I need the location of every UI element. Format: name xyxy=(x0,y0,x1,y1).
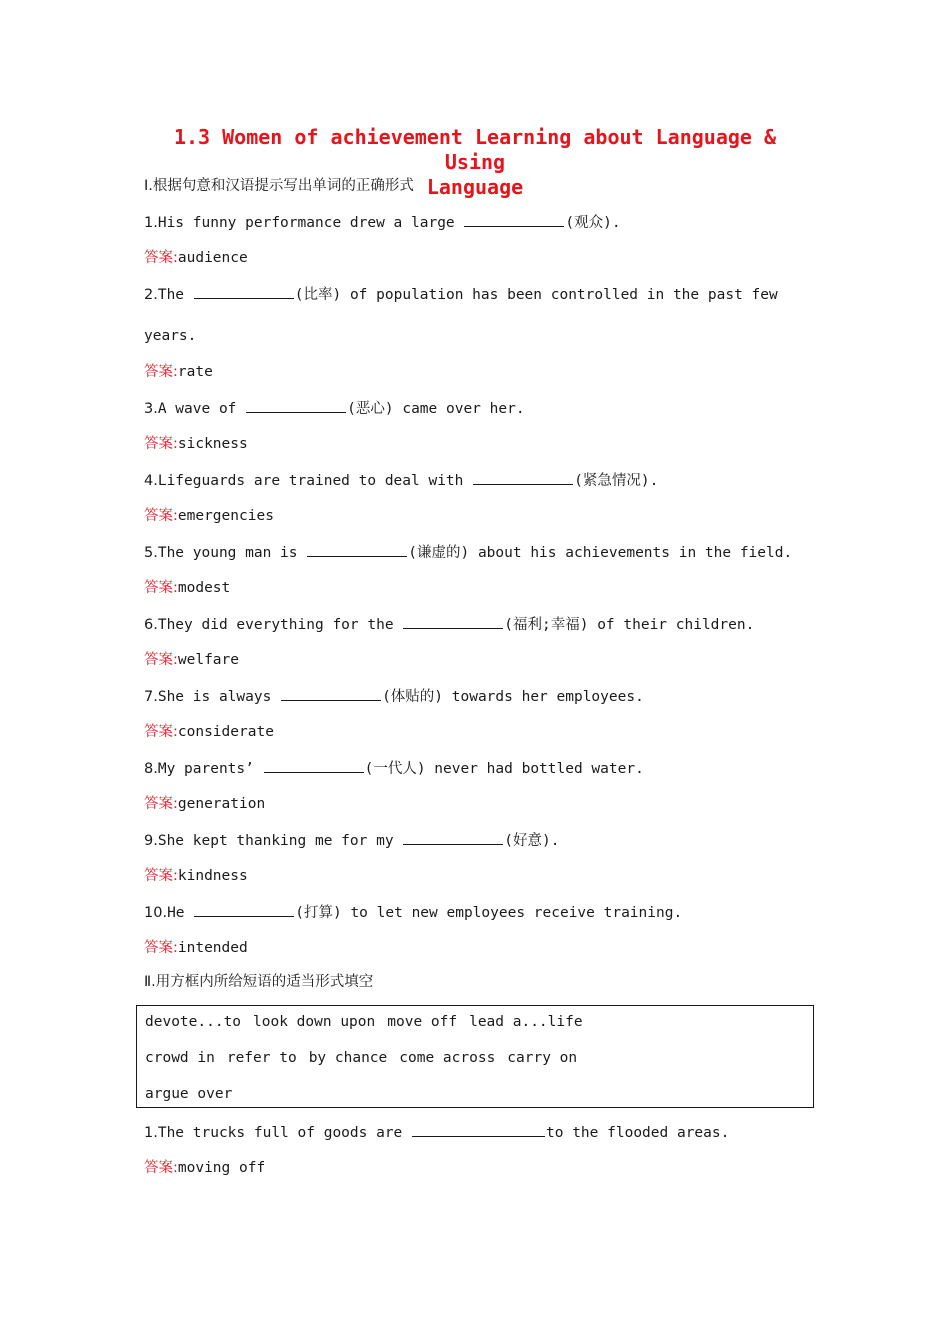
phrase-option: move off xyxy=(387,1014,458,1030)
answer-line xyxy=(144,650,239,670)
question-text: The trucks full of goods are xyxy=(157,1125,412,1141)
question-number: 6. xyxy=(144,617,158,633)
question-hint: (好意). xyxy=(504,833,560,849)
phrase-option: lead a...life xyxy=(469,1014,583,1030)
phrase-row-2 xyxy=(145,1048,577,1068)
answer-text: emergencies xyxy=(177,508,274,524)
question-number: 1. xyxy=(144,1125,158,1141)
question-continuation: years. xyxy=(144,328,197,344)
section-1-heading: Ⅰ.根据句意和汉语提示写出单词的正确形式 xyxy=(144,178,414,194)
title-line-2: Language xyxy=(426,175,524,199)
question-line xyxy=(144,686,644,707)
answer-label: 答案: xyxy=(144,868,178,884)
phrase-option: crowd in xyxy=(145,1050,215,1066)
question-text: They did everything for the xyxy=(157,617,403,633)
question-hint: (谦虚的) about his achievements in the field. xyxy=(408,545,793,561)
answer-line xyxy=(144,362,213,382)
answer-text: considerate xyxy=(177,724,274,740)
question-hint: (恶心) came over her. xyxy=(347,401,525,417)
question-text: A wave of xyxy=(157,401,246,417)
question-number: 9. xyxy=(144,833,158,849)
question-line xyxy=(144,470,658,491)
answer-label: 答案: xyxy=(144,1160,178,1176)
question-hint: (紧急情况). xyxy=(574,473,659,489)
question-hint: (福利;幸福) of their children. xyxy=(504,617,755,633)
question-text: His funny performance drew a large xyxy=(157,215,464,231)
answer-line xyxy=(144,938,248,958)
answer-text: intended xyxy=(177,940,248,956)
title-line-1: 1.3 Women of achievement Learning about Language & Using xyxy=(173,125,777,174)
question-line xyxy=(144,284,778,305)
answer-blank[interactable] xyxy=(264,758,364,773)
question-text: He xyxy=(167,905,194,921)
answer-label: 答案: xyxy=(144,364,178,380)
question-number: 10. xyxy=(144,905,168,921)
answer-blank[interactable] xyxy=(464,212,564,227)
answer-label: 答案: xyxy=(144,724,178,740)
question-hint: (比率) of population has been controlled in the past few xyxy=(294,287,778,303)
answer-label: 答案: xyxy=(144,436,178,452)
answer-text: moving off xyxy=(177,1160,266,1176)
answer-blank[interactable] xyxy=(194,902,294,917)
answer-line xyxy=(144,722,274,742)
answer-blank[interactable] xyxy=(403,614,503,629)
answer-blank[interactable] xyxy=(403,830,503,845)
question-text: The xyxy=(157,287,193,303)
answer-label: 答案: xyxy=(144,250,178,266)
answer-text: modest xyxy=(177,580,231,596)
question-text: Lifeguards are trained to deal with xyxy=(157,473,473,489)
answer-blank[interactable] xyxy=(473,470,573,485)
answer-label: 答案: xyxy=(144,796,178,812)
question-text: My parents’ xyxy=(157,761,263,777)
answer-blank[interactable] xyxy=(412,1122,545,1137)
phrase-option: refer to xyxy=(226,1050,297,1066)
question-text: The young man is xyxy=(157,545,307,561)
question-number: 2. xyxy=(144,287,158,303)
phrase-option: look down upon xyxy=(253,1014,376,1030)
answer-line xyxy=(144,578,230,598)
question-line xyxy=(144,902,682,923)
question-hint: (体贴的) towards her employees. xyxy=(382,689,644,705)
question-line xyxy=(144,1122,729,1143)
answer-line xyxy=(144,248,248,268)
phrase-option: come across xyxy=(399,1050,496,1066)
answer-line xyxy=(144,1158,265,1178)
answer-text: generation xyxy=(177,796,266,812)
question-line xyxy=(144,614,754,635)
answer-text: welfare xyxy=(177,652,239,668)
answer-text: rate xyxy=(177,364,213,380)
question-number: 4. xyxy=(144,473,158,489)
answer-line xyxy=(144,794,265,814)
question-text: She is always xyxy=(157,689,281,705)
answer-label: 答案: xyxy=(144,940,178,956)
phrase-option: carry on xyxy=(507,1050,578,1066)
question-number: 8. xyxy=(144,761,158,777)
answer-blank[interactable] xyxy=(281,686,381,701)
section-2-heading: Ⅱ.用方框内所给短语的适当形式填空 xyxy=(144,974,374,990)
answer-line xyxy=(144,434,248,454)
phrase-row-1 xyxy=(145,1012,583,1032)
answer-line xyxy=(144,506,274,526)
question-hint: (一代人) never had bottled water. xyxy=(364,761,644,777)
answer-label: 答案: xyxy=(144,580,178,596)
answer-text: kindness xyxy=(177,868,248,884)
answer-blank[interactable] xyxy=(307,542,407,557)
question-hint: (观众). xyxy=(565,215,621,231)
question-line xyxy=(144,758,644,779)
answer-blank[interactable] xyxy=(246,398,346,413)
phrase-option: devote...to xyxy=(145,1014,242,1030)
answer-line xyxy=(144,866,248,886)
question-line xyxy=(144,542,792,563)
phrase-option: by chance xyxy=(308,1050,388,1066)
phrase-option: argue over xyxy=(145,1086,233,1102)
question-number: 3. xyxy=(144,401,158,417)
question-number: 5. xyxy=(144,545,158,561)
question-number: 1. xyxy=(144,215,158,231)
question-hint: to the flooded areas. xyxy=(546,1125,730,1141)
answer-blank[interactable] xyxy=(194,284,294,299)
question-line xyxy=(144,830,559,851)
phrase-row-3 xyxy=(145,1084,232,1104)
question-hint: (打算) to let new employees receive training. xyxy=(295,905,683,921)
answer-label: 答案: xyxy=(144,652,178,668)
question-text: She kept thanking me for my xyxy=(157,833,403,849)
question-line xyxy=(144,398,525,419)
question-line xyxy=(144,212,621,233)
question-number: 7. xyxy=(144,689,158,705)
phrase-box xyxy=(136,1005,814,1108)
answer-label: 答案: xyxy=(144,508,178,524)
answer-text: audience xyxy=(177,250,248,266)
answer-text: sickness xyxy=(177,436,248,452)
